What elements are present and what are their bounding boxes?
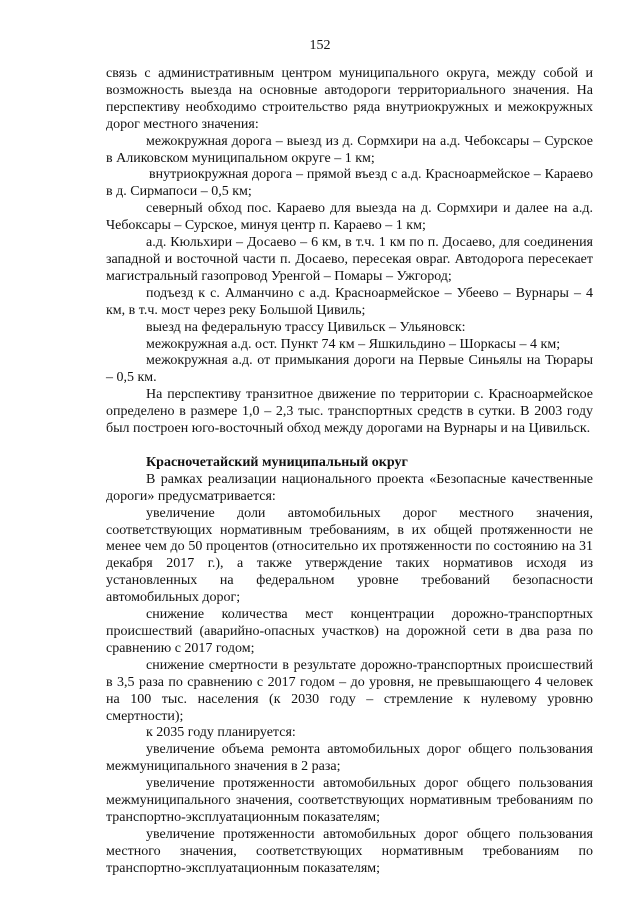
paragraph: связь с административным центром муниципального округа, между собой и возможность выезда на основные автодороги территориального значения. На перспективу необходимо строительство ряда внутриокружных и межокружных дорог местного значения: <box>106 66 593 132</box>
paragraph: северный обход пос. Караево для выезда на д. Сормхири и далее на а.д. Чебоксары – Сурское, минуя центр п. Караево – 1 км; <box>106 201 593 234</box>
paragraph: к 2035 году планируется: <box>146 725 296 741</box>
paragraph: увеличение объема ремонта автомобильных дорог общего пользования межмуниципального значения в 2 раза; <box>106 742 593 775</box>
paragraph: межокружная а.д. ост. Пункт 74 км – Яшкильдино – Шоркасы – 4 км; <box>146 336 561 352</box>
section-heading: Красночетайский муниципальный округ <box>146 454 408 470</box>
paragraph: межокружная дорога – выезд из д. Сормхири на а.д. Чебоксары – Сурское в Аликовском муниципальном округе – 1 км; <box>106 133 593 166</box>
paragraph: подъезд к с. Алманчино с а.д. Красноармейское – Убеево – Вурнары – 4 км, в т.ч. мост через реку Большой Цивиль; <box>106 285 593 318</box>
paragraph: На перспективу транзитное движение по территории с. Красноармейское определено в размере 1,0 – 2,3 тыс. транспортных средств в сутки. В 2003 году был построен юго-восточный обход между дорогами на Вурнары и на Цивильск. <box>106 387 593 437</box>
page-content <box>106 66 593 878</box>
paragraph: увеличение доли автомобильных дорог местного значения, соответствующих нормативным требованиям, в их общей протяженности не менее чем до 50 процентов (относительно их протяженности по состоянию на 31 декабря 2017 г.), а также утверждение таких нормативов исходя из установленных на федеральном уровне требований безопасности автомобильных дорог; <box>106 505 593 606</box>
paragraph: внутриокружная дорога – прямой въезд с а.д. Красноармейское – Караево в д. Сирмапоси – 0,5 км; <box>106 167 593 200</box>
paragraph: выезд на федеральную трассу Цивильск – Ульяновск: <box>146 319 466 335</box>
paragraph: межокружная а.д. от примыкания дороги на Первые Синьялы на Тюрары – 0,5 км. <box>106 353 593 386</box>
page-number: 152 <box>309 38 331 53</box>
paragraph: а.д. Кюльхири – Досаево – 6 км, в т.ч. 1 км по п. Досаево, для соединения западной и восточной части п. Досаево, пересекая овраг. Автодорога пересекает магистральный газопровод Уренгой – Помары – Ужгород; <box>106 235 593 284</box>
section-spacer <box>106 438 593 455</box>
paragraph: снижение количества мест концентрации дорожно-транспортных происшествий (аварийно-опасных участков) на дорожной сети в два раза по сравнению с 2017 годом; <box>106 607 593 656</box>
paragraph: В рамках реализации национального проекта «Безопасные качественные дороги» предусматривается: <box>106 471 593 504</box>
paragraph: снижение смертности в результате дорожно-транспортных происшествий в 3,5 раза по сравнению с 2017 годом – до уровня, не превышающего 4 человек на 100 тыс. населения (к 2030 году – стремление к нулевому уровню смертности); <box>106 657 593 724</box>
paragraph: увеличение протяженности автомобильных дорог общего пользования местного значения, соответствующих нормативным требованиям по транспортно-эксплуатационным показателям; <box>106 826 593 876</box>
paragraph: увеличение протяженности автомобильных дорог общего пользования межмуниципального значения, соответствующих нормативным требованиям по транспортно-эксплуатационным показателям; <box>106 776 593 825</box>
